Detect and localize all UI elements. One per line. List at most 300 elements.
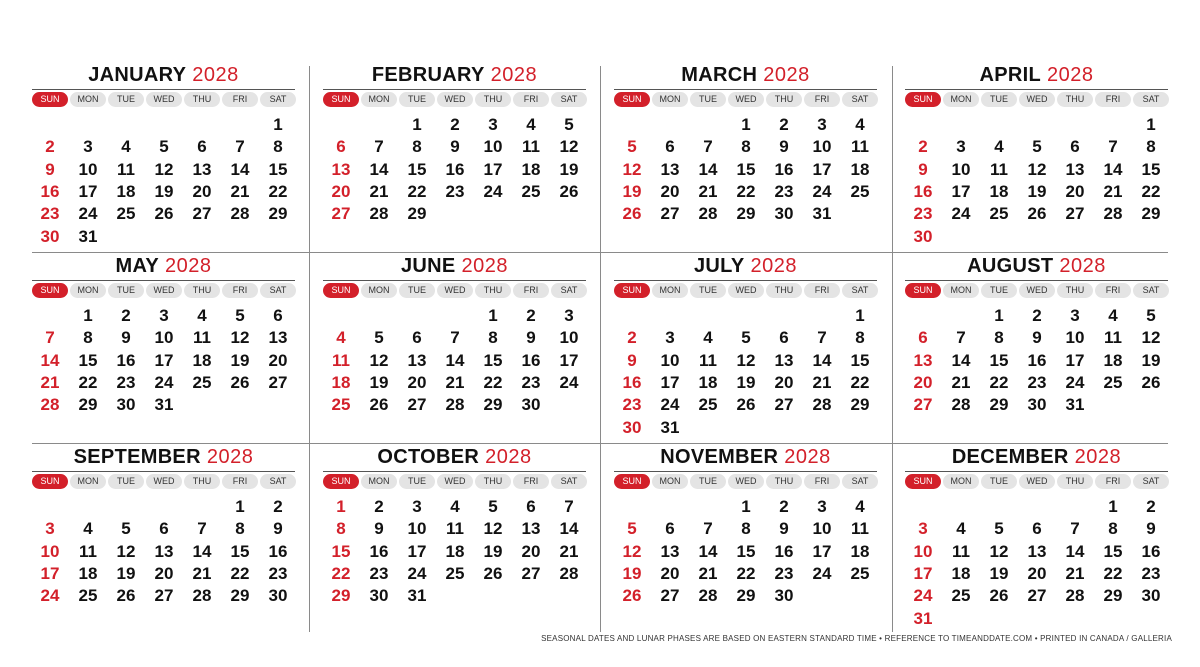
day-cell: 20 [1065,182,1085,201]
day-cell: 13 [660,542,680,561]
day-cell: 7 [1070,519,1080,538]
day-cell: 29 [230,586,250,605]
day-cell: 9 [121,328,131,347]
day-cell: 26 [116,586,136,605]
day-cell: 28 [192,586,212,605]
day-cell: 28 [1103,204,1123,223]
weekday-label-tue: TUE [981,474,1017,489]
day-cell: 23 [774,564,794,583]
column-divider [892,66,893,632]
day-cell: 8 [83,328,93,347]
day-cell: 14 [192,542,212,561]
day-cell: 5 [1146,306,1156,325]
weekday-label-fri: FRI [513,92,549,107]
day-cell: 2 [779,115,789,134]
weekday-label-fri: FRI [513,283,549,298]
day-cell: 26 [369,395,389,414]
day-cell: 24 [660,395,680,414]
day-cell: 6 [665,137,675,156]
weekday-label-mon: MON [70,283,106,298]
day-cell: 15 [850,351,870,370]
day-cell: 14 [559,519,579,538]
day-cell: 18 [850,542,870,561]
day-cell: 19 [622,182,642,201]
month-january [32,63,295,248]
month-december [905,445,1168,630]
day-cell: 12 [559,137,579,156]
day-cell: 17 [913,564,933,583]
day-cell: 17 [483,160,503,179]
day-cell: 27 [331,204,351,223]
day-cell: 7 [817,328,827,347]
day-cell: 22 [483,373,503,392]
day-cell: 28 [812,395,832,414]
weekday-label-wed: WED [437,474,473,489]
day-cell: 12 [989,542,1009,561]
weekday-label-fri: FRI [1095,474,1131,489]
weekday-header [32,283,295,298]
column-divider [309,66,310,632]
weekday-label-fri: FRI [804,92,840,107]
day-cell: 7 [1108,137,1118,156]
day-cell: 14 [369,160,389,179]
month-title [32,63,295,87]
weekday-label-sun: SUN [32,474,68,489]
day-cell: 10 [660,351,680,370]
day-cell: 11 [851,519,869,538]
day-cell: 10 [40,542,60,561]
day-cell: 22 [331,564,351,583]
day-cell: 9 [450,137,460,156]
title-underline [905,280,1168,281]
weekday-label-mon: MON [943,283,979,298]
day-cell: 17 [154,351,174,370]
day-cell: 18 [116,182,136,201]
day-cell: 28 [369,204,389,223]
day-cell: 14 [951,351,971,370]
day-cell: 27 [192,204,212,223]
weekday-label-thu: THU [766,283,802,298]
day-cell: 13 [1027,542,1047,561]
day-cell: 16 [774,160,794,179]
day-cell: 11 [851,137,869,156]
day-cell: 29 [483,395,503,414]
day-cell: 28 [559,564,579,583]
day-cell: 22 [268,182,288,201]
day-cell: 18 [1103,351,1123,370]
day-cell: 10 [483,137,503,156]
day-cell: 7 [235,137,245,156]
weekday-label-sat: SAT [842,283,878,298]
day-cell: 30 [774,586,794,605]
day-cell: 25 [951,586,971,605]
weekday-label-wed: WED [146,474,182,489]
day-cell: 12 [483,519,503,538]
weekday-label-thu: THU [766,474,802,489]
weekday-label-sun: SUN [32,283,68,298]
day-cell: 24 [407,564,427,583]
month-april [905,63,1168,248]
weekday-label-sat: SAT [1133,474,1169,489]
day-cell: 19 [622,564,642,583]
weekday-header [323,92,586,107]
weekday-label-thu: THU [184,283,220,298]
day-cell: 5 [564,115,574,134]
day-cell: 3 [412,497,422,516]
day-cell: 8 [336,519,346,538]
day-cell: 5 [627,519,637,538]
day-cell: 10 [407,519,427,538]
weekday-label-tue: TUE [690,92,726,107]
day-cell: 12 [622,160,642,179]
day-cell: 19 [736,373,756,392]
day-cell: 16 [40,182,60,201]
day-cell: 22 [736,564,756,583]
weekday-label-sun: SUN [614,283,650,298]
day-cell: 18 [521,160,541,179]
day-cell: 19 [369,373,389,392]
day-cell: 12 [369,351,389,370]
day-cell: 7 [450,328,460,347]
weekday-label-wed: WED [146,283,182,298]
day-cell: 8 [741,519,751,538]
weekday-label-sun: SUN [614,92,650,107]
day-cell: 10 [812,519,832,538]
title-underline [323,280,586,281]
day-cell: 22 [230,564,250,583]
weekday-label-fri: FRI [222,474,258,489]
day-cell: 29 [407,204,427,223]
day-cell: 6 [918,328,928,347]
day-cell: 20 [774,373,794,392]
weekday-label-thu: THU [1057,283,1093,298]
weekday-header [323,474,586,489]
day-cell: 1 [488,306,498,325]
weekday-label-thu: THU [475,474,511,489]
day-cell: 15 [268,160,288,179]
month-title [614,63,877,87]
month-title [905,63,1168,87]
day-cell: 4 [1108,306,1118,325]
day-cell: 21 [559,542,579,561]
day-cell: 6 [197,137,207,156]
weekday-label-sun: SUN [905,283,941,298]
day-cell: 27 [268,373,288,392]
day-cell: 12 [1027,160,1047,179]
day-cell: 26 [622,204,642,223]
day-cell: 25 [192,373,212,392]
weekday-label-sat: SAT [260,92,296,107]
day-cell: 6 [159,519,169,538]
day-cell: 13 [1065,160,1085,179]
day-cell: 20 [192,182,212,201]
day-cell: 23 [521,373,541,392]
month-name: MARCH [681,64,758,86]
weekday-label-mon: MON [361,283,397,298]
weekday-label-wed: WED [437,92,473,107]
day-cell: 15 [407,160,427,179]
day-cell: 8 [488,328,498,347]
day-cell: 21 [698,564,718,583]
weekday-label-tue: TUE [690,474,726,489]
day-cell: 27 [154,586,174,605]
weekday-label-mon: MON [652,283,688,298]
weekday-label-wed: WED [146,92,182,107]
day-cell: 13 [774,351,794,370]
day-cell: 6 [779,328,789,347]
month-may [32,254,295,439]
day-cell: 27 [1065,204,1085,223]
weekday-label-wed: WED [1019,283,1055,298]
weekday-label-sat: SAT [842,92,878,107]
weekday-label-fri: FRI [1095,92,1131,107]
day-cell: 26 [1027,204,1047,223]
day-cell: 3 [1070,306,1080,325]
day-cell: 10 [559,328,579,347]
day-cell: 16 [369,542,389,561]
day-cell: 26 [230,373,250,392]
day-cell: 11 [117,160,135,179]
weekday-label-tue: TUE [108,474,144,489]
month-title [905,445,1168,469]
day-cell: 14 [40,351,60,370]
day-cell: 21 [951,373,971,392]
month-title [323,254,586,278]
month-title [323,63,586,87]
weekday-label-tue: TUE [108,92,144,107]
weekday-label-mon: MON [70,474,106,489]
month-name: JULY [694,255,745,277]
weekday-label-wed: WED [1019,92,1055,107]
day-cell: 11 [79,542,97,561]
day-cell: 3 [817,497,827,516]
day-cell: 26 [736,395,756,414]
day-cell: 5 [741,328,751,347]
day-cell: 28 [1065,586,1085,605]
weekday-label-tue: TUE [399,92,435,107]
month-title [614,445,877,469]
day-cell: 29 [850,395,870,414]
day-cell: 10 [812,137,832,156]
weekday-header [905,92,1168,107]
day-cell: 2 [779,497,789,516]
weekday-label-fri: FRI [1095,283,1131,298]
day-cell: 16 [116,351,136,370]
day-cell: 16 [913,182,933,201]
day-cell: 19 [154,182,174,201]
day-cell: 23 [369,564,389,583]
day-cell: 16 [521,351,541,370]
day-cell: 25 [698,395,718,414]
month-march [614,63,877,248]
day-cell: 19 [483,542,503,561]
day-cell: 28 [445,395,465,414]
day-cell: 19 [1027,182,1047,201]
day-cell: 19 [116,564,136,583]
month-year: 2028 [490,64,538,86]
month-july [614,254,877,439]
day-cell: 1 [273,115,283,134]
weekday-label-sun: SUN [323,474,359,489]
day-cell: 17 [40,564,60,583]
day-cell: 29 [1141,204,1161,223]
day-cell: 5 [627,137,637,156]
day-cell: 21 [1065,564,1085,583]
day-cell: 13 [407,351,427,370]
day-cell: 15 [736,160,756,179]
weekday-label-fri: FRI [222,283,258,298]
month-year: 2028 [763,64,810,86]
weekday-label-wed: WED [728,474,764,489]
day-cell: 23 [1141,564,1161,583]
day-cell: 9 [1146,519,1156,538]
day-cell: 18 [192,351,212,370]
weekday-label-thu: THU [766,92,802,107]
weekday-label-thu: THU [1057,92,1093,107]
day-cell: 24 [154,373,174,392]
day-cell: 15 [483,351,503,370]
day-cell: 27 [407,395,427,414]
day-cell: 5 [488,497,498,516]
day-cell: 5 [159,137,169,156]
day-cell: 25 [850,564,870,583]
day-cell: 9 [779,519,789,538]
day-cell: 1 [336,497,346,516]
day-cell: 4 [956,519,966,538]
day-cell: 30 [1027,395,1047,414]
title-underline [905,471,1168,472]
day-cell: 22 [1141,182,1161,201]
month-february [323,63,586,248]
day-cell: 26 [622,586,642,605]
day-cell: 8 [1146,137,1156,156]
day-cell: 16 [622,373,642,392]
weekday-label-sat: SAT [1133,283,1169,298]
day-cell: 17 [559,351,579,370]
day-cell: 16 [1027,351,1047,370]
weekday-label-sun: SUN [905,92,941,107]
weekday-label-tue: TUE [399,283,435,298]
day-cell: 31 [407,586,427,605]
day-cell: 8 [741,137,751,156]
day-cell: 22 [407,182,427,201]
day-cell: 13 [660,160,680,179]
weekday-header [614,283,877,298]
day-cell: 14 [445,351,465,370]
weekday-label-sat: SAT [551,92,587,107]
day-cell: 28 [698,204,718,223]
weekday-header [32,474,295,489]
day-cell: 15 [1141,160,1161,179]
weekday-header [905,474,1168,489]
day-cell: 21 [1103,182,1123,201]
day-cell: 25 [1103,373,1123,392]
day-cell: 18 [951,564,971,583]
day-cell: 1 [741,497,751,516]
day-cell: 4 [855,115,865,134]
day-cell: 27 [774,395,794,414]
day-cell: 16 [445,160,465,179]
day-cell: 14 [1065,542,1085,561]
day-cell: 30 [1141,586,1161,605]
month-name: APRIL [979,64,1041,86]
row-divider [32,443,1168,444]
weekday-label-thu: THU [1057,474,1093,489]
day-cell: 7 [45,328,55,347]
day-cell: 2 [1146,497,1156,516]
day-cell: 10 [913,542,933,561]
weekday-label-sat: SAT [842,474,878,489]
day-cell: 22 [989,373,1009,392]
day-cell: 4 [336,328,346,347]
day-cell: 14 [698,542,718,561]
day-cell: 5 [121,519,131,538]
day-cell: 12 [622,542,642,561]
weekday-header [323,283,586,298]
day-cell: 1 [412,115,422,134]
day-cell: 24 [812,564,832,583]
title-underline [614,280,877,281]
day-cell: 29 [331,586,351,605]
day-cell: 19 [230,351,250,370]
day-cell: 25 [521,182,541,201]
day-cell: 29 [268,204,288,223]
month-year: 2028 [192,64,239,86]
day-cell: 23 [268,564,288,583]
day-cell: 8 [235,519,245,538]
day-cell: 11 [332,351,350,370]
day-cell: 7 [374,137,384,156]
weekday-label-sun: SUN [32,92,68,107]
day-cell: 16 [1141,542,1161,561]
day-cell: 4 [197,306,207,325]
weekday-label-sat: SAT [1133,92,1169,107]
day-cell: 6 [526,497,536,516]
day-cell: 13 [913,351,933,370]
day-cell: 7 [956,328,966,347]
day-cell: 13 [521,519,541,538]
day-cell: 4 [526,115,536,134]
day-cell: 3 [918,519,928,538]
day-cell: 19 [989,564,1009,583]
month-title [32,254,295,278]
day-cell: 30 [622,418,642,437]
day-cell: 18 [989,182,1009,201]
month-name: JANUARY [88,64,187,86]
day-cell: 22 [850,373,870,392]
day-cell: 12 [230,328,250,347]
day-cell: 21 [812,373,832,392]
weekday-label-sun: SUN [905,474,941,489]
day-cell: 21 [698,182,718,201]
day-cell: 26 [1141,373,1161,392]
weekday-label-wed: WED [1019,474,1055,489]
day-cell: 10 [78,160,98,179]
weekday-label-mon: MON [70,92,106,107]
day-cell: 17 [812,160,832,179]
weekday-header [32,92,295,107]
day-cell: 2 [627,328,637,347]
day-cell: 18 [331,373,351,392]
day-cell: 6 [665,519,675,538]
day-cell: 8 [994,328,1004,347]
month-june [323,254,586,439]
day-cell: 25 [78,586,98,605]
day-cell: 27 [660,586,680,605]
weekday-label-sat: SAT [260,474,296,489]
month-year: 2028 [206,446,254,468]
day-cell: 23 [40,204,60,223]
